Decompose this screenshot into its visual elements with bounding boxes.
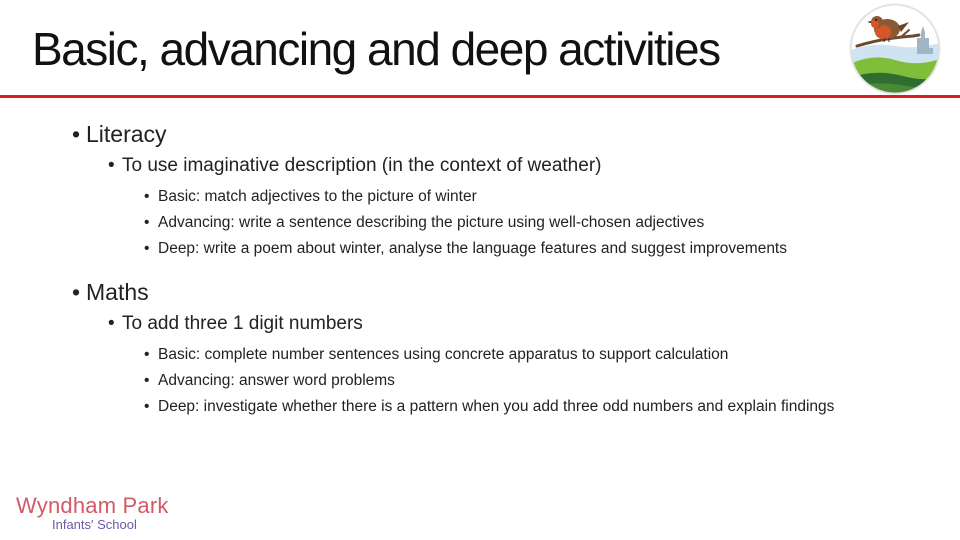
list-item-text: Deep: write a poem about winter, analyse the language features and suggest improvements [158, 240, 787, 257]
list-item [144, 184, 932, 210]
list-item-text: Deep: investigate whether there is a pattern when you add three odd numbers and explain findings [158, 398, 835, 415]
school-subtitle: Infants' School [52, 517, 137, 532]
bullet-dot-icon: • [144, 214, 150, 231]
bullet-dot-icon: • [108, 313, 115, 334]
section-objective-text: To add three 1 digit numbers [122, 313, 363, 334]
robin-bird-logo-icon [843, 2, 947, 96]
section-heading-text: Maths [86, 279, 149, 305]
section-literacy [72, 118, 932, 262]
list-item [144, 236, 932, 262]
list-item-text: Advancing: write a sentence describing the picture using well-chosen adjectives [158, 214, 705, 231]
slide-title: Basic, advancing and deep activities [32, 23, 720, 75]
activity-list [72, 342, 932, 420]
list-item-text: Basic: complete number sentences using concrete apparatus to support calculation [158, 346, 729, 363]
section-objective [108, 152, 932, 180]
title-divider [0, 95, 960, 98]
list-item [144, 394, 932, 420]
list-item [144, 342, 932, 368]
bullet-dot-icon: • [72, 121, 81, 147]
list-item-text: Advancing: answer word problems [158, 372, 395, 389]
bullet-content [72, 118, 932, 420]
bullet-dot-icon: • [144, 240, 150, 257]
list-item [144, 368, 932, 394]
bullet-dot-icon: • [144, 188, 150, 205]
section-maths [72, 276, 932, 420]
school-footer-logo [16, 494, 196, 538]
section-objective-text: To use imaginative description (in the context of weather) [122, 155, 602, 176]
section-heading-text: Literacy [86, 121, 167, 147]
bullet-dot-icon: • [144, 372, 150, 389]
school-name: Wyndham Park [16, 493, 169, 518]
bullet-dot-icon: • [144, 398, 150, 415]
section-heading [72, 118, 932, 150]
bullet-dot-icon: • [144, 346, 150, 363]
section-heading [72, 276, 932, 308]
bullet-dot-icon: • [108, 155, 115, 176]
list-item [144, 210, 932, 236]
list-item-text: Basic: match adjectives to the picture of winter [158, 188, 477, 205]
bullet-dot-icon: • [72, 279, 81, 305]
activity-list [72, 184, 932, 262]
section-objective [108, 310, 932, 338]
